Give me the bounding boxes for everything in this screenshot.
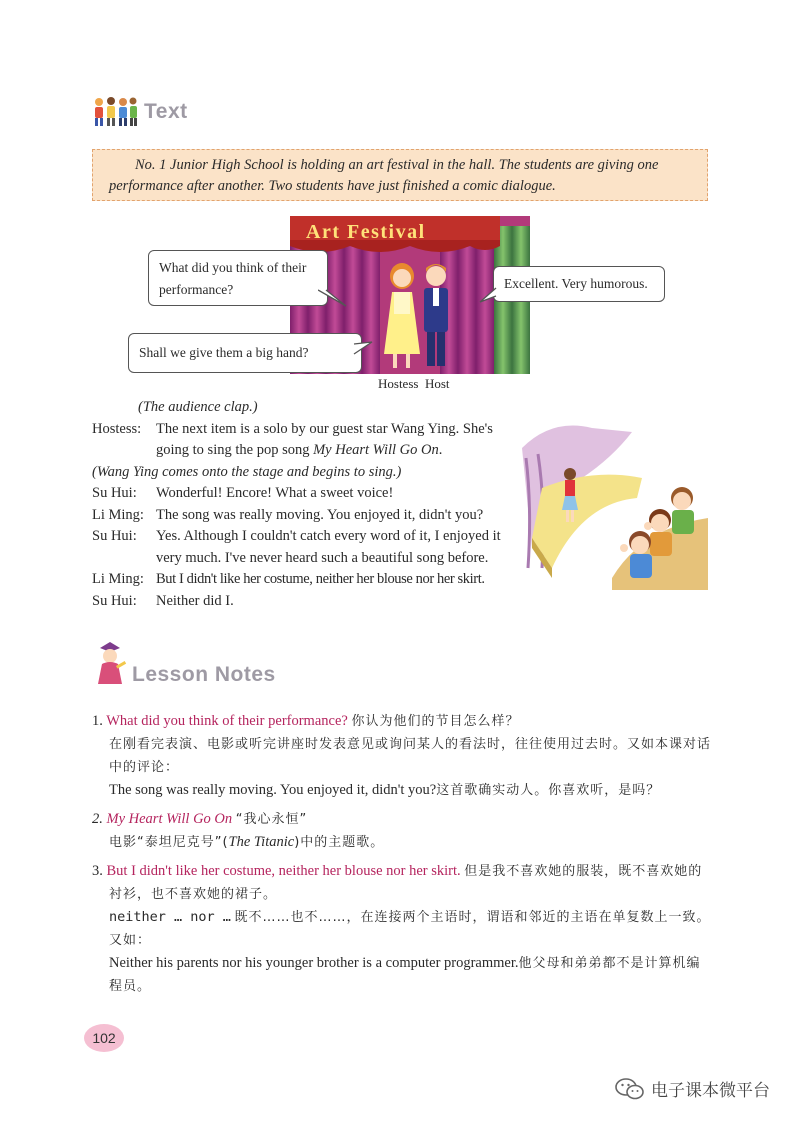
- dialogue-line: [92, 483, 512, 505]
- students-icon: [92, 96, 138, 128]
- lesson-notes: [92, 710, 712, 1004]
- section-title-text: Text: [144, 100, 188, 123]
- text-section-heading: [92, 96, 188, 128]
- note-title-zh: 你认为他们的节目怎么样？: [351, 714, 520, 729]
- speaker: Su Hui:: [92, 528, 137, 544]
- bubble-tail: [478, 286, 498, 304]
- dialogue-line: [92, 569, 512, 591]
- note-explanation: 电影“泰坦尼克号”(The Titanic)中的主题歌。: [109, 834, 385, 850]
- speaker: Su Hui:: [92, 592, 137, 609]
- notes-section-heading: [92, 640, 276, 688]
- dialogue-line: [92, 419, 512, 462]
- note-1: [92, 710, 712, 802]
- watermark-text: 电子课本微平台: [651, 1081, 770, 1101]
- note-title: My Heart Will Go On: [106, 811, 233, 827]
- illustration-caption: Hostess Host: [378, 376, 450, 391]
- note-title: What did you think of their performance?: [106, 713, 348, 729]
- bubble-tail: [318, 288, 348, 308]
- speech-bubble-applause: Shall we give them a big hand?: [128, 333, 362, 373]
- teacher-icon: [92, 640, 128, 688]
- stage-direction: (Wang Ying comes onto the stage and begins to sing.): [92, 463, 402, 480]
- speaker: Li Ming:: [92, 506, 144, 523]
- note-example: Neither his parents nor his younger brother is a computer programmer.他父母和弟弟都不是计算机编程员。: [109, 955, 701, 994]
- note-3: [92, 860, 712, 998]
- watermark: [615, 1076, 770, 1101]
- speaker: Hostess:: [92, 420, 142, 437]
- intro-box: [92, 149, 708, 201]
- speaker: Li Ming:: [92, 571, 144, 587]
- line-text: Wonderful! Encore! What a sweet voice!: [156, 485, 394, 501]
- stage-direction: (The audience clap.): [138, 399, 258, 415]
- intro-text: No. 1 Junior High School is holding an art festival in the hall. The students are giving one performance after another. Two students have just finished a comic dialogue.: [109, 157, 659, 194]
- dialogue: [92, 397, 512, 612]
- theatre-illustration: [512, 418, 708, 590]
- note-heading: 2. My Heart Will Go On “我心永恒”: [92, 811, 308, 827]
- line-text: But I didn't like her costume, neither her blouse nor her skirt.: [156, 571, 485, 587]
- dialogue-line: [92, 591, 512, 613]
- note-heading: 3. But I didn't like her costume, neither her blouse nor her skirt. 但是我不喜欢她的服装，既不喜欢她的衬衫，也不喜欢她的裙子。: [92, 863, 703, 902]
- line-text: Yes. Although I couldn't catch every word of it, I enjoyed it very much. I've never heard such a beautiful song before.: [156, 528, 501, 566]
- note-explanation: 在刚看完表演、电影或听完讲座时发表意见或询问某人的看法时，往往使用过去时。又如本课对话中的评论：: [109, 737, 712, 775]
- note-2: [92, 808, 712, 854]
- bubble-tail: [352, 340, 374, 358]
- note-explanation: neither … nor … 既不……也不……，在连接两个主语时，谓语和邻近的主语在单复数上一致。又如：: [109, 909, 711, 948]
- dialogue-line: [92, 505, 512, 527]
- art-festival-banner: Art Festival: [306, 221, 426, 243]
- speaker: Su Hui:: [92, 485, 137, 501]
- speech-bubble-question: What did you think of their performance?: [148, 250, 328, 306]
- speech-bubble-reply: Excellent. Very humorous.: [493, 266, 665, 302]
- line-text: The song was really moving. You enjoyed it, didn't you?: [156, 506, 484, 523]
- song-title: My Heart Will Go On: [313, 442, 439, 458]
- note-example: The song was really moving. You enjoyed it, didn't you?这首歌确实动人。你喜欢听，是吗？: [109, 782, 661, 798]
- wechat-icon: [615, 1078, 645, 1100]
- note-title-zh: 但是我不喜欢她的服装，既不喜欢她的衬衫，也不喜欢她的裙子。: [109, 864, 703, 902]
- note-title: But I didn't like her costume, neither her blouse nor her skirt.: [106, 863, 461, 879]
- line-text: Neither did I.: [156, 592, 234, 609]
- page-number: 102: [84, 1024, 124, 1052]
- note-heading: 1. What did you think of their performance? 你认为他们的节目怎么样？: [92, 713, 520, 729]
- dialogue-line: [92, 526, 512, 569]
- section-title-text: Lesson Notes: [132, 663, 276, 686]
- note-title-zh: “我心永恒”: [235, 812, 308, 827]
- line-text: The next item is a solo by our guest star Wang Ying. She's going to sing the pop song My Heart Will Go On.: [156, 420, 493, 458]
